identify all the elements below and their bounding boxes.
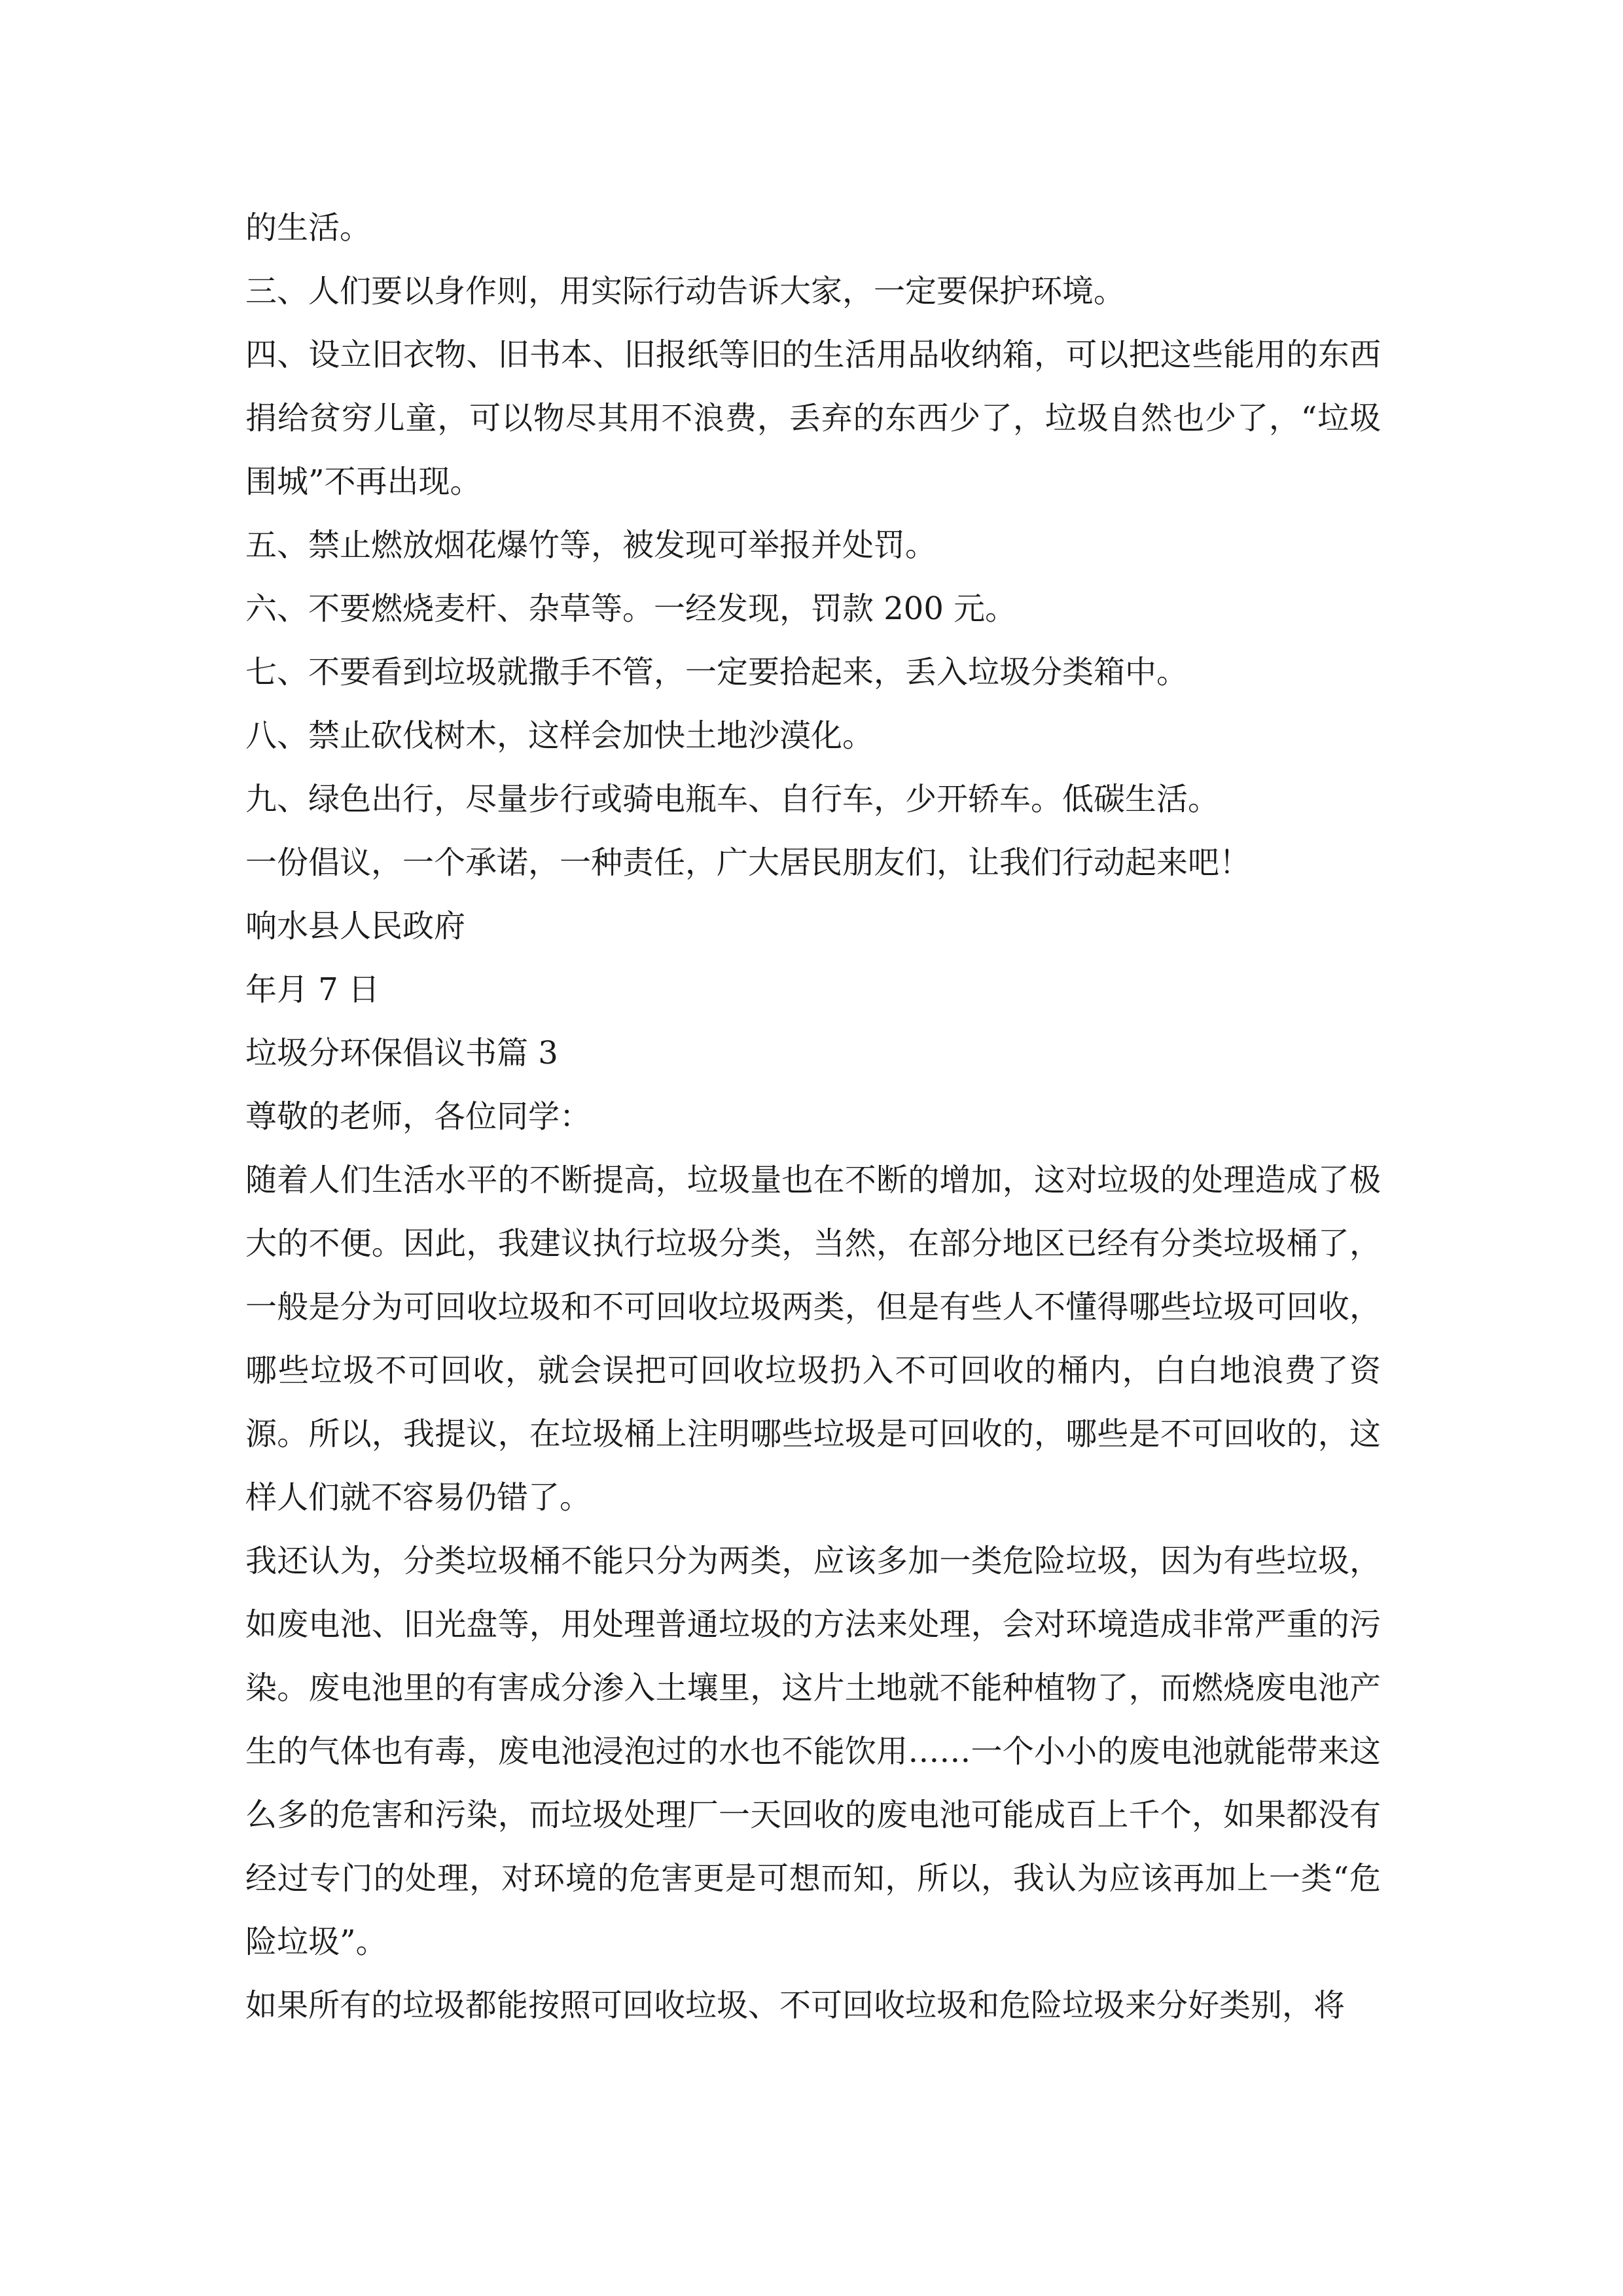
body-paragraph-2: 我还认为，分类垃圾桶不能只分为两类，应该多加一类危险垃圾，因为有些垃圾，如废电池、旧光盘等，用处理普通垃圾的方法来处理，会对环境造成非常严重的污染。废电池里的有害成分渗入土壤里，这片土地就不能种植物了，而燃烧废电池产生的气体也有毒，废电池浸泡过的水也不能饮用……一个小小的废电池就能带来这么多的危害和污染，而垃圾处理厂一天回收的废电池可能成百上千个，如果都没有经过专门的处理，对环境的危害更是可想而知，所以，我认为应该再加上一类“危险垃圾”。 bbox=[245, 1543, 1381, 1960]
paragraph-item-7: 七、不要看到垃圾就撒手不管，一定要拾起来，丢入垃圾分类箱中。 bbox=[245, 654, 1188, 691]
paragraph-item-4: 四、设立旧衣物、旧书本、旧报纸等旧的生活用品收纳箱，可以把这些能用的东西捐给贫穷儿童，可以物尽其用不浪费，丢弃的东西少了，垃圾自然也少了，“垃圾围城”不再出现。 bbox=[245, 336, 1381, 500]
paragraph-continuation: 的生活。 bbox=[245, 209, 372, 246]
salutation: 尊敬的老师，各位同学： bbox=[245, 1098, 592, 1135]
paragraph-item-9: 九、绿色出行，尽量步行或骑电瓶车、自行车，少开轿车。低碳生活。 bbox=[245, 781, 1220, 817]
signature-date: 年月 7 日 bbox=[245, 971, 380, 1008]
signature-organization: 响水县人民政府 bbox=[245, 908, 466, 944]
section-title: 垃圾分环保倡议书篇 3 bbox=[245, 1035, 558, 1071]
document-body bbox=[245, 196, 1381, 2037]
paragraph-item-3: 三、人们要以身作则，用实际行动告诉大家，一定要保护环境。 bbox=[245, 273, 1126, 310]
body-paragraph-1: 随着人们生活水平的不断提高，垃圾量也在不断的增加，这对垃圾的处理造成了极大的不便。因此，我建议执行垃圾分类，当然，在部分地区已经有分类垃圾桶了，一般是分为可回收垃圾和不可回收垃圾两类，但是有些人不懂得哪些垃圾可回收，哪些垃圾不可回收，就会误把可回收垃圾扔入不可回收的桶内，白白地浪费了资源。所以，我提议，在垃圾桶上注明哪些垃圾是可回收的，哪些是不可回收的，这样人们就不容易仍错了。 bbox=[245, 1162, 1381, 1516]
paragraph-item-6: 六、不要燃烧麦杆、杂草等。一经发现，罚款 200 元。 bbox=[245, 590, 1017, 627]
body-paragraph-3: 如果所有的垃圾都能按照可回收垃圾、不可回收垃圾和危险垃圾来分好类别，将 bbox=[245, 1987, 1346, 2024]
closing-appeal: 一份倡议，一个承诺，一种责任，广大居民朋友们，让我们行动起来吧！ bbox=[245, 844, 1251, 881]
paragraph-item-5: 五、禁止燃放烟花爆竹等，被发现可举报并处罚。 bbox=[245, 527, 937, 564]
paragraph-item-8: 八、禁止砍伐树木，这样会加快土地沙漠化。 bbox=[245, 717, 874, 754]
